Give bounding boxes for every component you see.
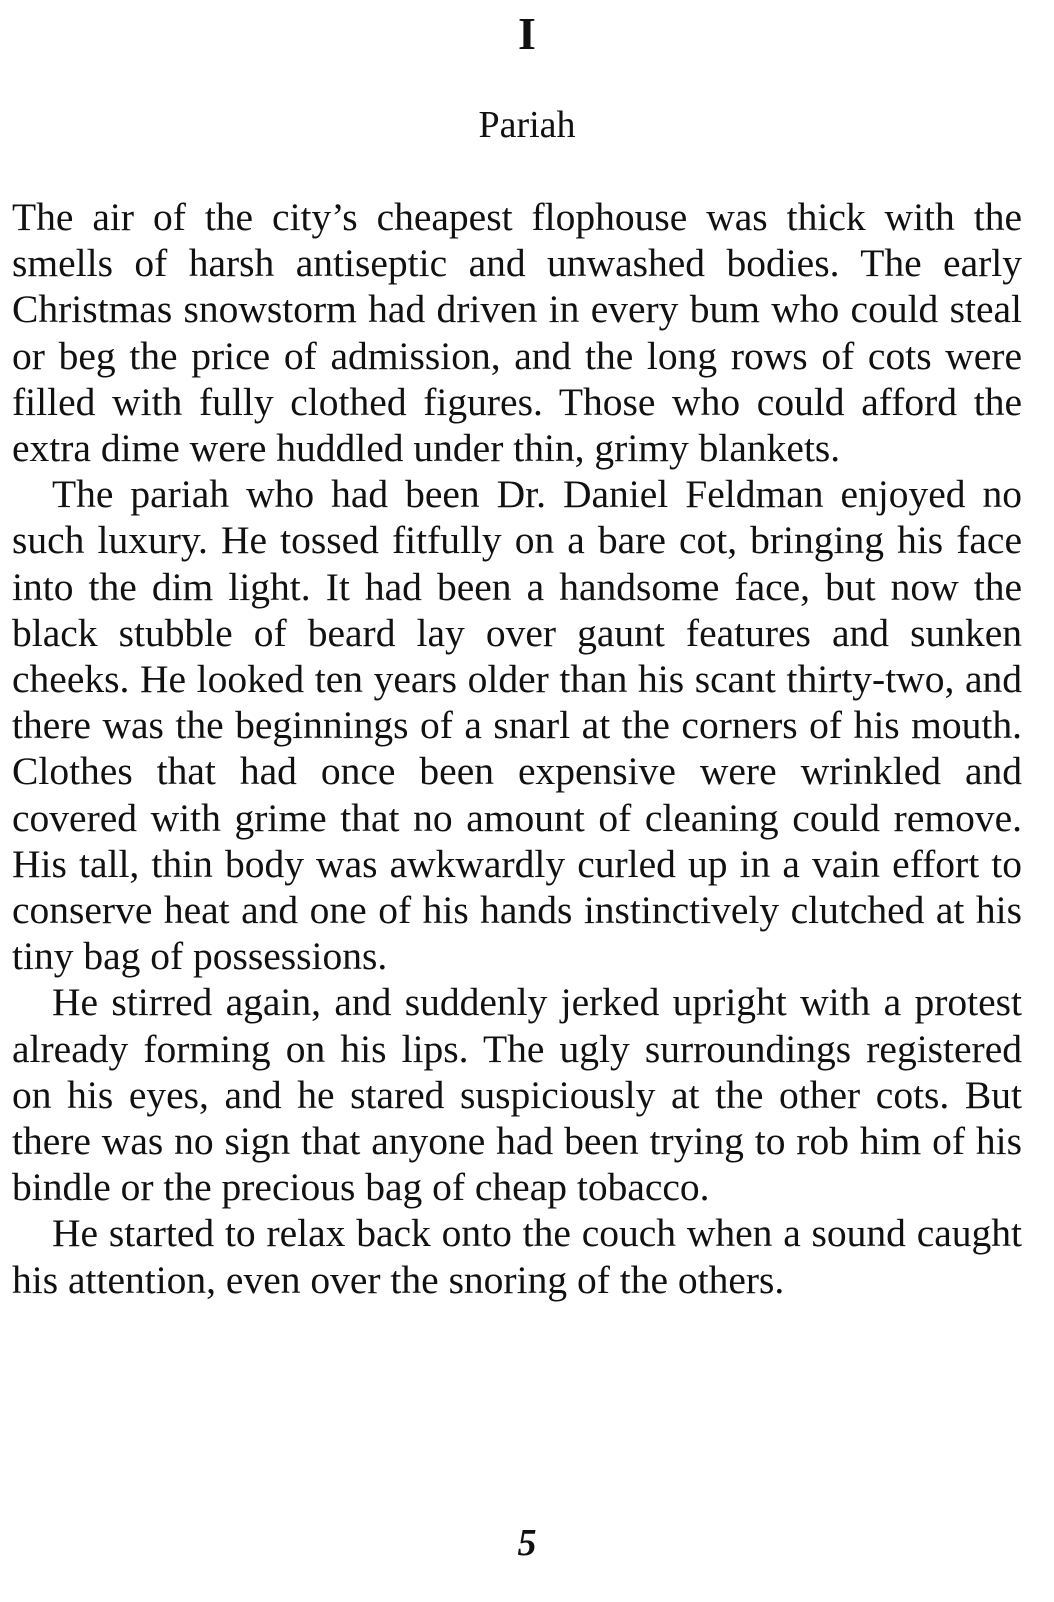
chapter-title: Pariah: [478, 104, 576, 146]
chapter-body: [12, 194, 1022, 1303]
page-number: 5: [517, 1522, 537, 1564]
chapter-number: I: [518, 8, 536, 59]
paragraph: The air of the city’s cheapest flophouse was thick with the smells of harsh antiseptic and unwashed bodies. The early Christmas snowstorm had driven in every bum who could steal or beg the price of admission, and the long rows of cots were filled with fully clothed figures. Those who could afford the extra dime were huddled under thin, grimy blankets.: [12, 195, 1022, 471]
paragraph: The pariah who had been Dr. Daniel Feldman enjoyed no such luxury. He tossed fitfully on a bare cot, bringing his face into the dim light. It had been a handsome face, but now the black stubble of beard lay over gaunt features and sunken cheeks. He looked ten years older than his scant thirty-two, and there was the beginnings of a snarl at the corners of his mouth. Clothes that had once been expensive were wrinkled and covered with grime that no amount of cleaning could remove. His tall, thin body was awkwardly curled up in a vain effort to conserve heat and one of his hands instinctively clutched at his tiny bag of possessions.: [12, 472, 1022, 979]
paragraph: He started to relax back onto the couch when a sound caught his attention, even over the snoring of the others.: [12, 1211, 1022, 1302]
paragraph: He stirred again, and suddenly jerked upright with a protest already forming on his lips. The ugly surroundings registered on his eyes, and he stared suspiciously at the other cots. But there was no sign that anyone had been trying to rob him of his bindle or the precious bag of cheap tobacco.: [12, 980, 1022, 1210]
